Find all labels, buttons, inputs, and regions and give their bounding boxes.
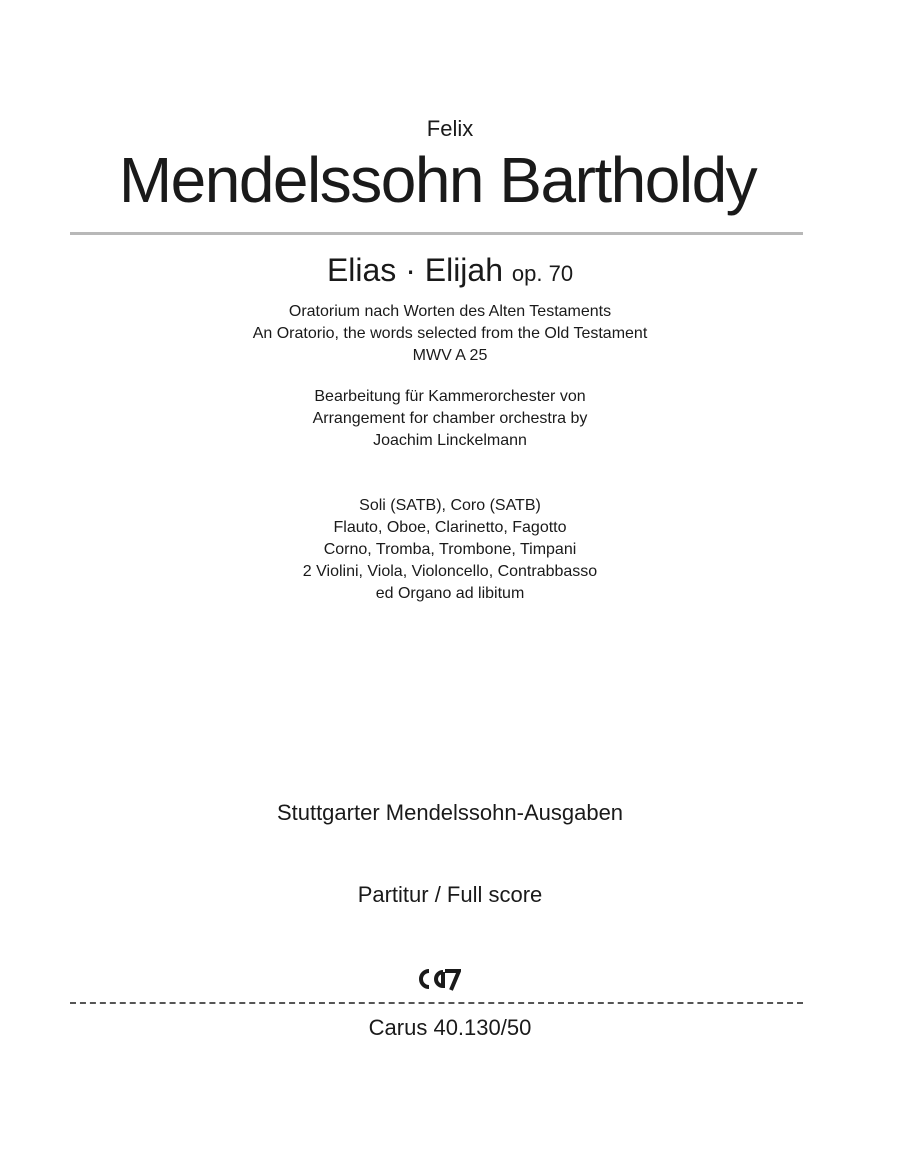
catalogue-number: MWV A 25 <box>412 347 488 364</box>
catalog-number: Carus 40.130/50 <box>368 1015 532 1040</box>
arranger-name: Joachim Linckelmann <box>373 432 527 449</box>
bottom-divider <box>70 1002 803 1004</box>
instrumentation-line: Corno, Tromba, Trombone, Timpani <box>323 541 577 558</box>
instrumentation-line: Soli (SATB), Coro (SATB) <box>359 497 541 514</box>
work-opus: op. 70 <box>511 261 574 286</box>
arrangement-line: Bearbeitung für Kammerorchester von <box>314 388 586 405</box>
arrangement-line: Arrangement for chamber orchestra by <box>312 410 588 427</box>
composer-last-name: Mendelssohn Bartholdy <box>118 144 757 216</box>
subtitle-line: Oratorium nach Worten des Alten Testaments <box>288 303 612 320</box>
instrumentation-line: Flauto, Oboe, Clarinetto, Fagotto <box>333 519 567 536</box>
work-title-line <box>0 252 900 289</box>
work-subtitle <box>0 301 900 367</box>
edition-series: Stuttgarter Mendelssohn-Ausgaben <box>276 800 624 825</box>
instrumentation-line: 2 Violini, Viola, Violoncello, Contrabbasso <box>302 563 598 580</box>
score-type: Partitur / Full score <box>357 882 543 907</box>
subtitle-line: An Oratorio, the words selected from the Old Testament <box>252 325 648 342</box>
top-divider <box>70 232 803 235</box>
work-title: Elias · Elijah <box>326 252 503 288</box>
instrumentation-line: ed Organo ad libitum <box>375 585 525 602</box>
carus-logo-icon <box>415 966 461 992</box>
arrangement-credit <box>0 386 900 452</box>
instrumentation <box>0 495 900 605</box>
composer-first-name: Felix <box>426 116 474 141</box>
